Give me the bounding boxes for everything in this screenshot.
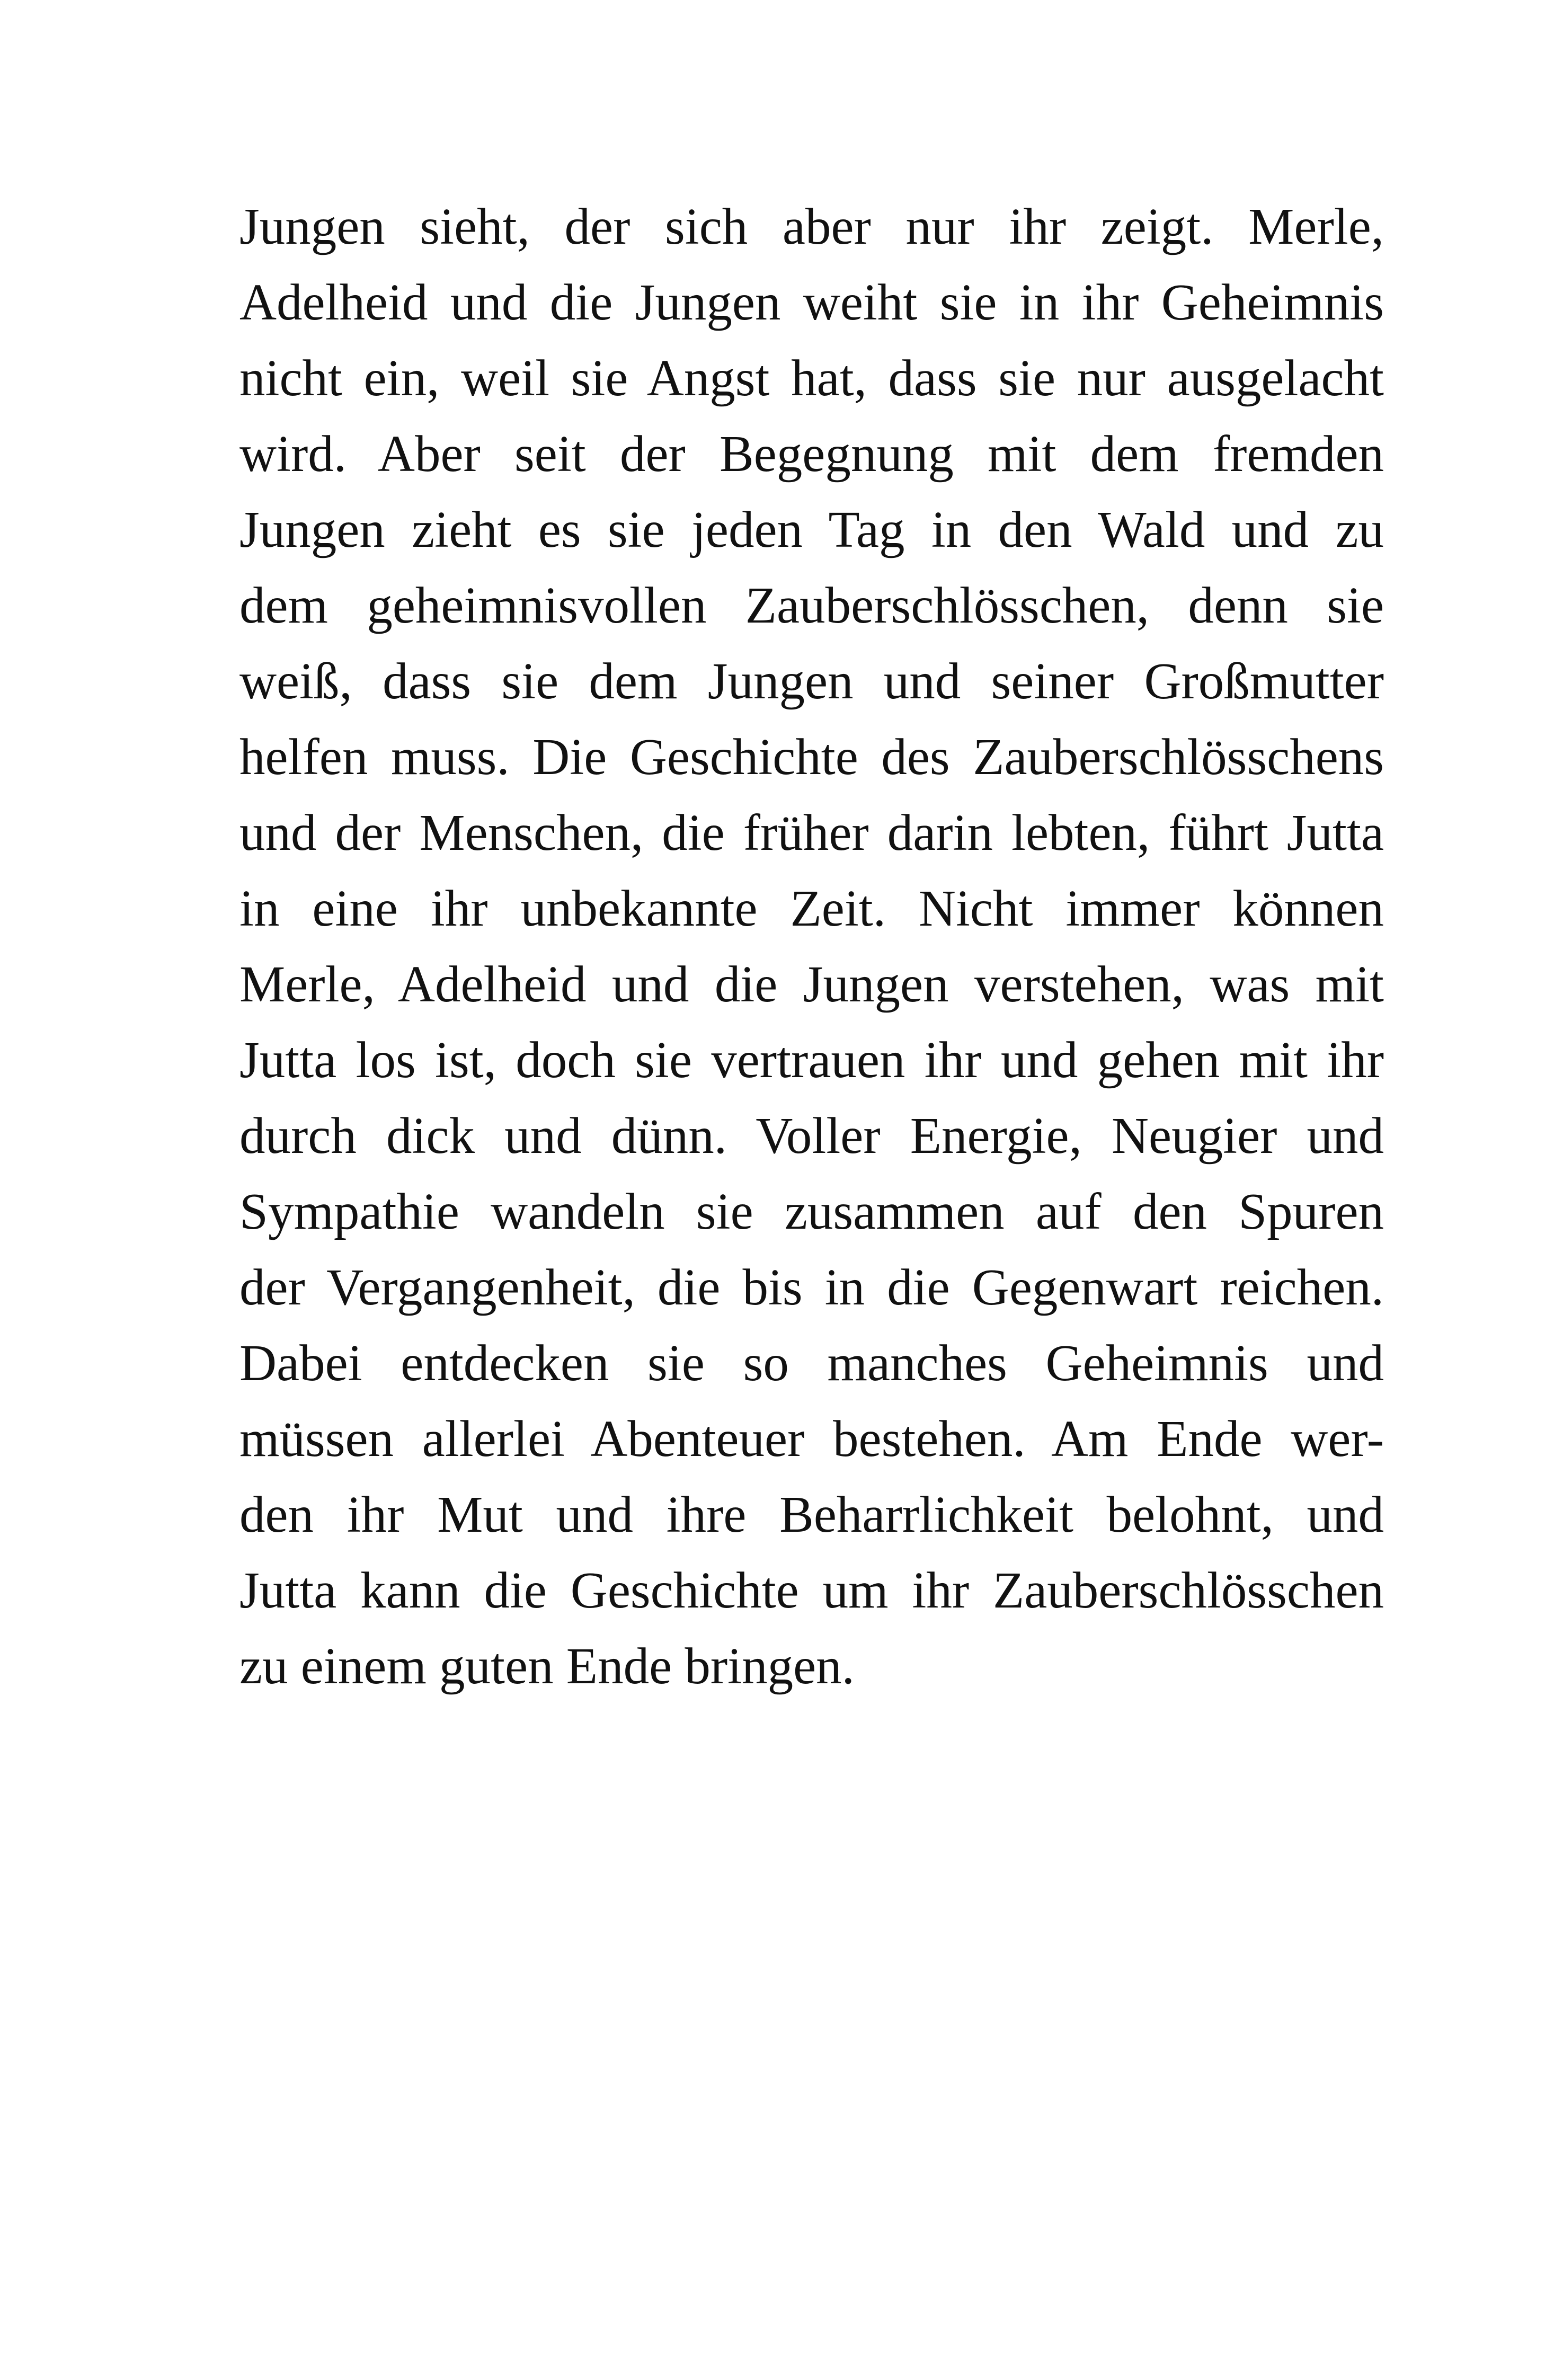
text-line: zu einem guten Ende bringen.	[239, 1638, 855, 1694]
text-line: Jutta kann die Geschichte um ihr Zauberschlösschen	[239, 1562, 1384, 1619]
text-line: Jungen sieht, der sich aber nur ihr zeigt. Merle,	[239, 198, 1384, 255]
text-line: wird. Aber seit der Begegnung mit dem fremden	[239, 425, 1384, 482]
text-line: dem geheimnisvollen Zauberschlösschen, denn sie	[239, 577, 1384, 634]
body-text	[239, 189, 1384, 1704]
text-line: und der Menschen, die früher darin lebten, führt Jutta	[239, 804, 1384, 861]
text-line: in eine ihr unbekannte Zeit. Nicht immer können	[239, 880, 1384, 937]
text-line: Jungen zieht es sie jeden Tag in den Wald und zu	[239, 501, 1384, 558]
text-line: weiß, dass sie dem Jungen und seiner Großmutter	[239, 653, 1384, 709]
text-line: nicht ein, weil sie Angst hat, dass sie nur ausgelacht	[239, 350, 1384, 406]
text-line: Adelheid und die Jungen weiht sie in ihr Geheimnis	[239, 274, 1384, 331]
text-line: Dabei entdecken sie so manches Geheimnis und	[239, 1335, 1384, 1391]
text-line: Jutta los ist, doch sie vertrauen ihr und gehen mit ihr	[239, 1032, 1384, 1088]
text-line: den ihr Mut und ihre Beharrlichkeit belohnt, und	[239, 1486, 1384, 1543]
text-line: müssen allerlei Abenteuer bestehen. Am Ende wer-	[239, 1410, 1384, 1467]
text-line: helfen muss. Die Geschichte des Zauberschlösschens	[239, 729, 1384, 785]
text-line: Sympathie wandeln sie zusammen auf den Spuren	[239, 1183, 1384, 1240]
text-line: durch dick und dünn. Voller Energie, Neugier und	[239, 1107, 1384, 1164]
text-line: der Vergangenheit, die bis in die Gegenwart reichen.	[239, 1259, 1384, 1316]
text-line: Merle, Adelheid und die Jungen verstehen, was mit	[239, 956, 1384, 1013]
